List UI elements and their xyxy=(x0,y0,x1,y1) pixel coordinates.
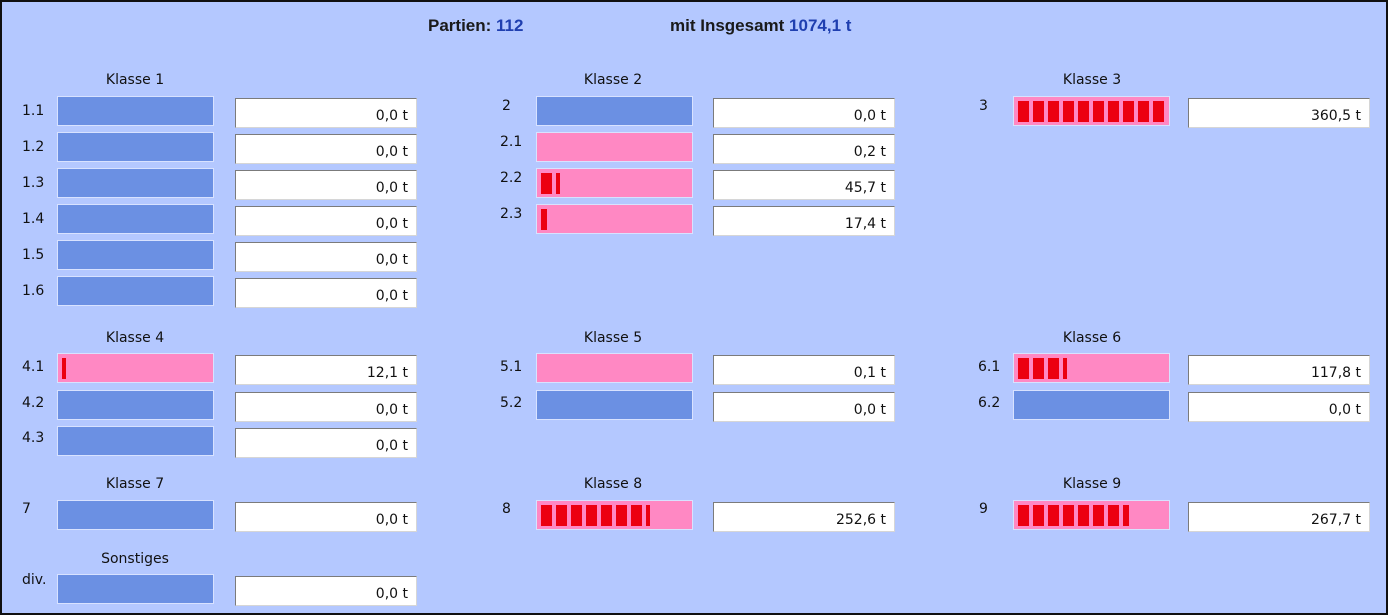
row-label: 1.6 xyxy=(22,283,45,299)
quantity-segment xyxy=(571,505,582,526)
quantity-value-field: 0,0 t xyxy=(713,98,895,128)
quantity-segment xyxy=(1048,358,1059,379)
quantity-segment xyxy=(1048,101,1059,122)
row-label: 1.3 xyxy=(22,175,45,191)
row-label: 5.2 xyxy=(500,395,523,411)
quantity-bar xyxy=(57,574,214,604)
insgesamt-label: mit Insgesamt xyxy=(670,16,785,35)
quantity-bar xyxy=(57,132,214,162)
quantity-segment xyxy=(1153,101,1164,122)
row-label: 2.3 xyxy=(500,206,523,222)
quantity-value-field: 117,8 t xyxy=(1188,355,1370,385)
quantity-bar xyxy=(57,168,214,198)
row-label: 8 xyxy=(502,501,511,517)
quantity-segment xyxy=(541,209,547,230)
quantity-bar xyxy=(1013,353,1170,383)
quantity-value-field: 12,1 t xyxy=(235,355,417,385)
klasse-3-title: Klasse 3 xyxy=(1062,72,1122,88)
row-label: 2.2 xyxy=(500,170,523,186)
quantity-value-field: 0,0 t xyxy=(235,170,417,200)
quantity-bar xyxy=(536,500,693,530)
quantity-bar xyxy=(536,96,693,126)
quantity-value-field: 0,0 t xyxy=(235,134,417,164)
quantity-bar xyxy=(57,276,214,306)
row-label: 4.1 xyxy=(22,359,45,375)
row-label: 3 xyxy=(979,98,988,114)
quantity-segment xyxy=(1078,505,1089,526)
klasse-1-title: Klasse 1 xyxy=(105,72,165,88)
quantity-value-field: 360,5 t xyxy=(1188,98,1370,128)
quantity-bar xyxy=(1013,500,1170,530)
quantity-bar xyxy=(536,132,693,162)
quantity-bar xyxy=(536,390,693,420)
quantity-segment xyxy=(556,173,560,194)
quantity-segment xyxy=(646,505,650,526)
quantity-segment xyxy=(586,505,597,526)
quantity-segment xyxy=(1093,505,1104,526)
total-summary xyxy=(670,16,851,36)
row-label: 1.4 xyxy=(22,211,45,227)
quantity-bar xyxy=(536,204,693,234)
row-label: 6.1 xyxy=(978,359,1001,375)
quantity-segment xyxy=(1033,505,1044,526)
quantity-bar xyxy=(1013,96,1170,126)
partien-value: 112 xyxy=(496,16,524,35)
quantity-value-field: 0,0 t xyxy=(235,502,417,532)
quantity-value-field: 17,4 t xyxy=(713,206,895,236)
quantity-segment xyxy=(62,358,66,379)
quantity-bar xyxy=(57,500,214,530)
quantity-segment xyxy=(601,505,612,526)
quantity-segment xyxy=(1123,505,1129,526)
quantity-bar xyxy=(57,240,214,270)
quantity-value-field: 0,0 t xyxy=(235,428,417,458)
quantity-segment xyxy=(1033,101,1044,122)
quantity-value-field: 252,6 t xyxy=(713,502,895,532)
quantity-segment xyxy=(1138,101,1149,122)
quantity-value-field: 45,7 t xyxy=(713,170,895,200)
row-label: 7 xyxy=(22,501,31,517)
quantity-value-field: 0,0 t xyxy=(1188,392,1370,422)
quantity-bar xyxy=(1013,390,1170,420)
quantity-value-field: 0,0 t xyxy=(713,392,895,422)
partien-label: Partien: xyxy=(428,16,492,35)
quantity-bar xyxy=(57,204,214,234)
insgesamt-value: 1074,1 t xyxy=(789,16,852,35)
klasse-6-title: Klasse 6 xyxy=(1062,330,1122,346)
quantity-value-field: 0,0 t xyxy=(235,98,417,128)
quantity-value-field: 0,0 t xyxy=(235,278,417,308)
klasse-5-title: Klasse 5 xyxy=(583,330,643,346)
klasse-4-title: Klasse 4 xyxy=(105,330,165,346)
row-label: 2 xyxy=(502,98,511,114)
row-label: 2.1 xyxy=(500,134,523,150)
row-label: 4.3 xyxy=(22,430,45,446)
quantity-bar xyxy=(57,426,214,456)
quantity-value-field: 0,0 t xyxy=(235,576,417,606)
klasse-7-title: Klasse 7 xyxy=(105,476,165,492)
quantity-segment xyxy=(556,505,567,526)
row-label: div. xyxy=(22,572,47,588)
quantity-value-field: 0,2 t xyxy=(713,134,895,164)
quantity-bar xyxy=(536,168,693,198)
partien-summary xyxy=(428,16,523,36)
quantity-value-field: 0,0 t xyxy=(235,392,417,422)
quantity-bar xyxy=(536,353,693,383)
quantity-segment xyxy=(631,505,642,526)
quantity-segment xyxy=(1063,505,1074,526)
quantity-segment xyxy=(1063,358,1067,379)
quantity-segment xyxy=(1018,101,1029,122)
klasse-8-title: Klasse 8 xyxy=(583,476,643,492)
sonstiges-title: Sonstiges xyxy=(101,551,169,567)
row-label: 9 xyxy=(979,501,988,517)
quantity-segment xyxy=(616,505,627,526)
quantity-segment xyxy=(1123,101,1134,122)
quantity-segment xyxy=(1108,101,1119,122)
quantity-segment xyxy=(541,173,552,194)
row-label: 6.2 xyxy=(978,395,1001,411)
quantity-segment xyxy=(1078,101,1089,122)
quantity-value-field: 267,7 t xyxy=(1188,502,1370,532)
quantity-segment xyxy=(1108,505,1119,526)
quantity-bar xyxy=(57,96,214,126)
quantity-value-field: 0,1 t xyxy=(713,355,895,385)
quantity-segment xyxy=(1018,358,1029,379)
quantity-segment xyxy=(1063,101,1074,122)
quantity-segment xyxy=(1033,358,1044,379)
row-label: 1.1 xyxy=(22,103,45,119)
row-label: 1.5 xyxy=(22,247,45,263)
quantity-value-field: 0,0 t xyxy=(235,242,417,272)
row-label: 5.1 xyxy=(500,359,523,375)
quantity-bar xyxy=(57,390,214,420)
quantity-value-field: 0,0 t xyxy=(235,206,417,236)
quantity-segment xyxy=(541,505,552,526)
klasse-2-title: Klasse 2 xyxy=(583,72,643,88)
klasse-9-title: Klasse 9 xyxy=(1062,476,1122,492)
row-label: 4.2 xyxy=(22,395,45,411)
quantity-bar xyxy=(57,353,214,383)
quantity-segment xyxy=(1093,101,1104,122)
row-label: 1.2 xyxy=(22,139,45,155)
quantity-segment xyxy=(1018,505,1029,526)
quantity-segment xyxy=(1048,505,1059,526)
